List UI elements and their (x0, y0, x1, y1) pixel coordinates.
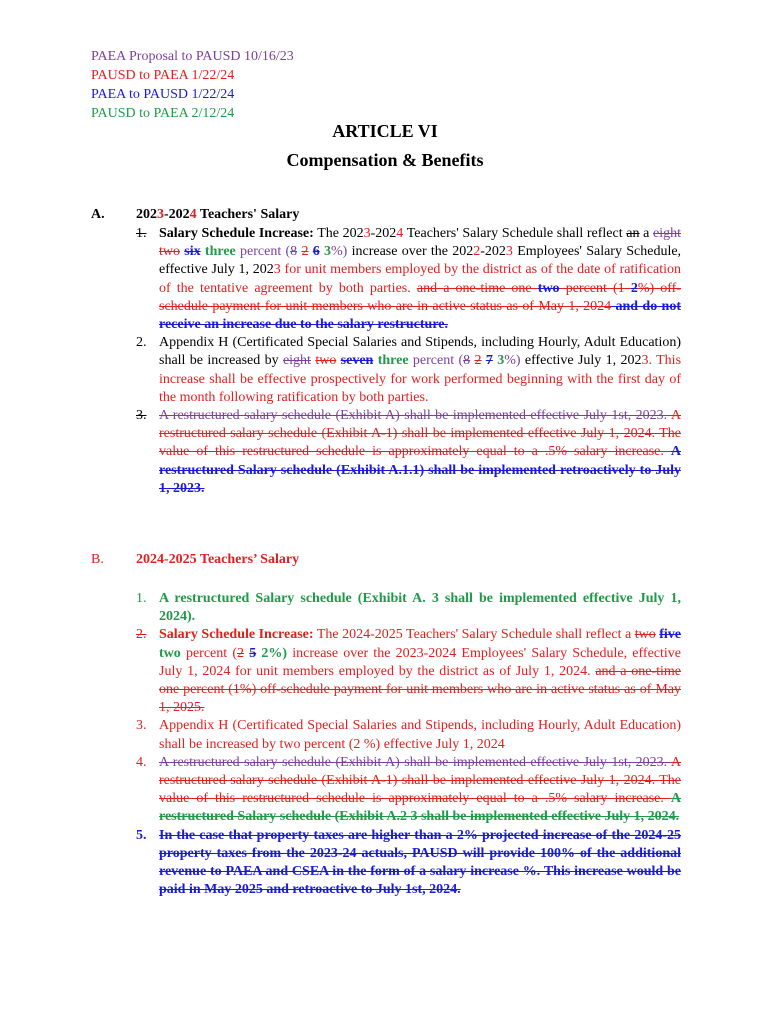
revision-history (91, 47, 294, 123)
item-number: 5. (136, 827, 147, 843)
item-number: 2. (136, 627, 147, 643)
list-item-a1: 1. Salary Schedule Increase: The 2023-2024 Teachers' Salary Schedule shall reflect an a eight two six three percent (8 2 6 3%) increase over the 2022-2023 Employees' Salary Schedule, effective July 1, 2023 for unit members employed by the district as of the date of ratification of the tentative agreement by both parties. and a one-time one two percent (1 2%) off-schedule payment for unit members who are in active status as of May 1, 2024 and do not receive an increase due to the salary restructure. (136, 226, 682, 333)
section-a-title: 2023-2024 Teachers' Salary (136, 207, 300, 222)
list-item-b1: 1. A restructured Salary schedule (Exhibit A. 3 shall be implemented effective July 1, 2024). (136, 591, 681, 625)
revision-line-2: PAUSD to PAEA 1/22/24 (91, 68, 235, 83)
article-subtitle: Compensation & Benefits (286, 150, 484, 170)
list-item-a3: 3. A restructured salary schedule (Exhibit A) shall be implemented effective July 1st, 2023. A restructured salary schedule (Exhibit A-1) shall be implemented effective July 1, 2024. The value of this restructured schedule is approximately equal to a .5% salary increase. A restructured Salary schedule (Exhibit A.1.1) shall be implemented retroactively to July 1, 2023. (136, 408, 681, 496)
item-number: 3. (136, 408, 147, 424)
section-a-list (136, 225, 681, 498)
list-item-b5: 5. In the case that property taxes are higher than a 2% projected increase of the 2024-25 property taxes from the 2023-24 actuals, PAUSD will provide 100% of the additional revenue to PAEA and CSEA in the form of a salary increase %. This increase would be paid in May 2025 and retroactive to July 1st, 2024. (136, 827, 681, 898)
revision-line-1: PAEA Proposal to PAUSD 10/16/23 (91, 49, 294, 64)
article-title: ARTICLE VI (332, 121, 438, 141)
list-item-b4: 4. A restructured salary schedule (Exhibit A) shall be implemented effective July 1st, 2023. A restructured salary schedule (Exhibit A-1) shall be implemented effective July 1, 2024. The value of this restructured schedule is approximately equal to a .5% salary increase. A restructured Salary schedule (Exhibit A.2 3 shall be implemented effective July 1, 2024. (136, 754, 681, 825)
list-item-b2: 2. Salary Schedule Increase: The 2024-2025 Teachers' Salary Schedule shall reflect a two five two percent (2 5 2%) increase over the 2023-2024 Employees' Salary Schedule, effective July 1, 2024 for unit members employed by the district as of July 1, 2024. and a one-time one percent (1%) off-schedule payment for unit members who are in active status as of May 1, 2025. (136, 627, 682, 716)
item-number: 1. (136, 591, 147, 606)
revision-line-3: PAEA to PAUSD 1/22/24 (91, 87, 235, 102)
section-b-letter: B. (91, 552, 104, 567)
item-number: 3. (136, 718, 147, 734)
section-b-list (136, 590, 681, 899)
item-number: 1. (136, 226, 147, 241)
section-a-letter: A. (91, 207, 105, 222)
list-item-a2: 2. Appendix H (Certificated Special Salaries and Stipends, including Hourly, Adult Education) shall be increased by eight two seven three percent (8 2 7 3%) effective July 1, 2023. This increase shall be effective prospectively for work performed beginning with the first day of the month following ratification by both parties. (136, 335, 682, 405)
item-number: 2. (136, 335, 147, 351)
section-b-title: 2024-2025 Teachers’ Salary (136, 552, 300, 567)
revision-line-4: PAUSD to PAEA 2/12/24 (91, 106, 235, 121)
list-item-b3: 3. Appendix H (Certificated Special Salaries and Stipends, including Hourly, Adult Education) shall be increased by two percent (2 %) effective July 1, 2024 (136, 718, 681, 752)
item-number: 4. (136, 754, 147, 770)
